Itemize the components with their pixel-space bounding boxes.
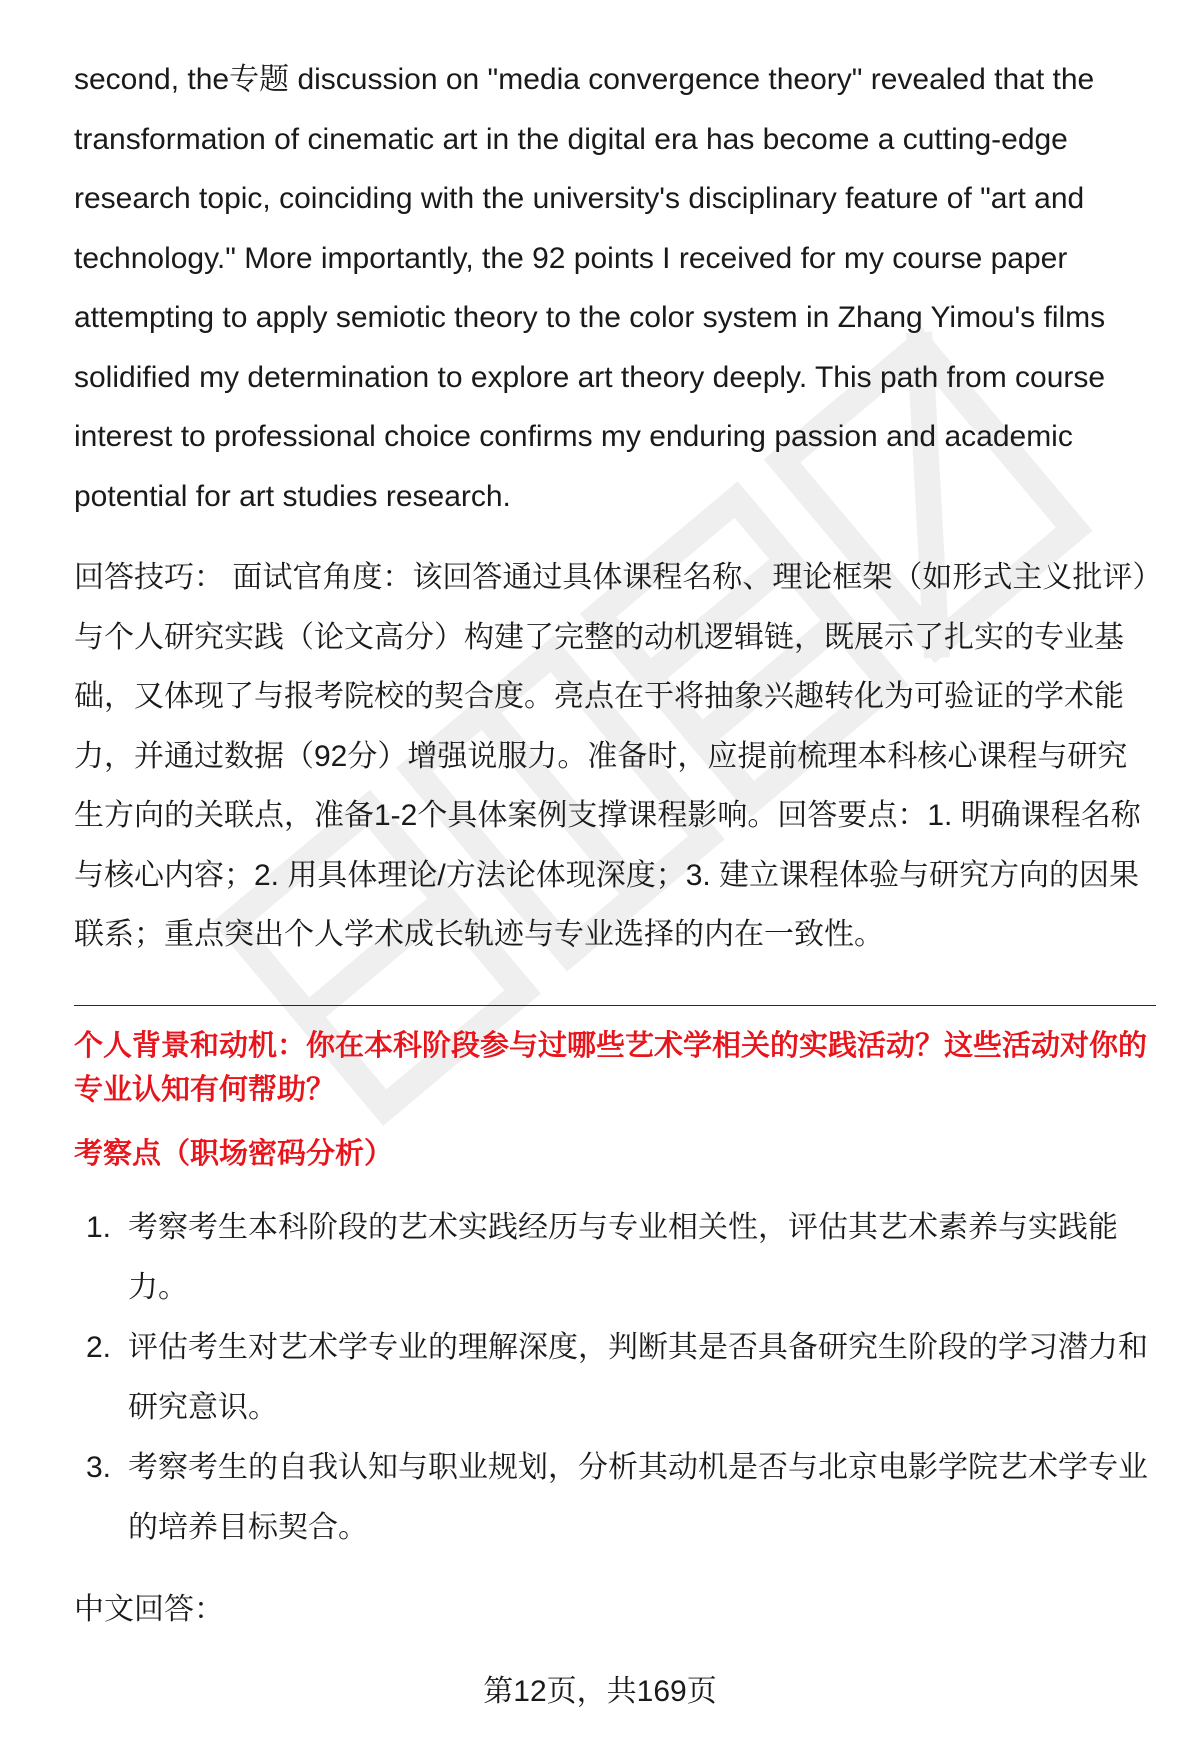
document-page — [74, 50, 1156, 1640]
page-number: 第12页，共169页 — [483, 1675, 717, 1708]
focus-point-number: 2. — [86, 1330, 112, 1364]
question-heading: 个人背景和动机：你在本科阶段参与过哪些艺术学相关的实践活动？这些活动对你的专业认知有何帮助？ — [74, 1029, 1148, 1106]
section-divider — [74, 1005, 1156, 1006]
focus-point-number: 3. — [86, 1450, 112, 1484]
answer-label: 中文回答： — [74, 1592, 224, 1626]
focus-heading: 考察点（职场密码分析） — [74, 1137, 394, 1170]
answer-tips — [74, 548, 1156, 965]
focus-point — [74, 1438, 1156, 1558]
focus-point — [74, 1198, 1156, 1318]
focus-point-text: 评估考生对艺术学专业的理解深度，判断其是否具备研究生阶段的学习潜力和研究意识。 — [128, 1330, 1148, 1424]
focus-point-text: 考察考生本科阶段的艺术实践经历与专业相关性，评估其艺术素养与实践能力。 — [128, 1210, 1118, 1304]
answer-paragraph-continued: second, the专题 discussion on "media convergence theory" revealed that the transformation of cinematic art in the digital era has become a cutting-edge research topic, coinciding with the university's disciplinary feature of "art and technology." More importantly, the 92 points I received for my course paper attempting to apply semiotic theory to the color system in Zhang Yimou's films solidified my determination to explore art theory deeply. This path from course interest to professional choice confirms my enduring passion and academic potential for art studies research. — [74, 63, 1106, 513]
focus-point-number: 1. — [86, 1210, 112, 1244]
focus-point-text: 考察考生的自我认知与职业规划，分析其动机是否与北京电影学院艺术学专业的培养目标契合。 — [128, 1450, 1148, 1544]
focus-point — [74, 1318, 1156, 1438]
tips-label: 回答技巧： — [74, 561, 224, 594]
focus-point-list — [74, 1198, 1156, 1558]
tips-text: 面试官角度：该回答通过具体课程名称、理论框架（如形式主义批评）与个人研究实践（论文高分）构建了完整的动机逻辑链，既展示了扎实的专业基础，又体现了与报考院校的契合度。亮点在于将抽象兴趣转化为可验证的学术能力，并通过数据（92分）增强说服力。准备时，应提前梳理本科核心课程与研究生方向的关联点，准备1-2个具体案例支撑课程影响。回答要点：1. 明确课程名称与核心内容；2. 用具体理论/方法论体现深度；3. 建立课程体验与研究方向的因果联系；重点突出个人学术成长轨迹与专业选择的内在一致性。 — [74, 561, 1148, 951]
